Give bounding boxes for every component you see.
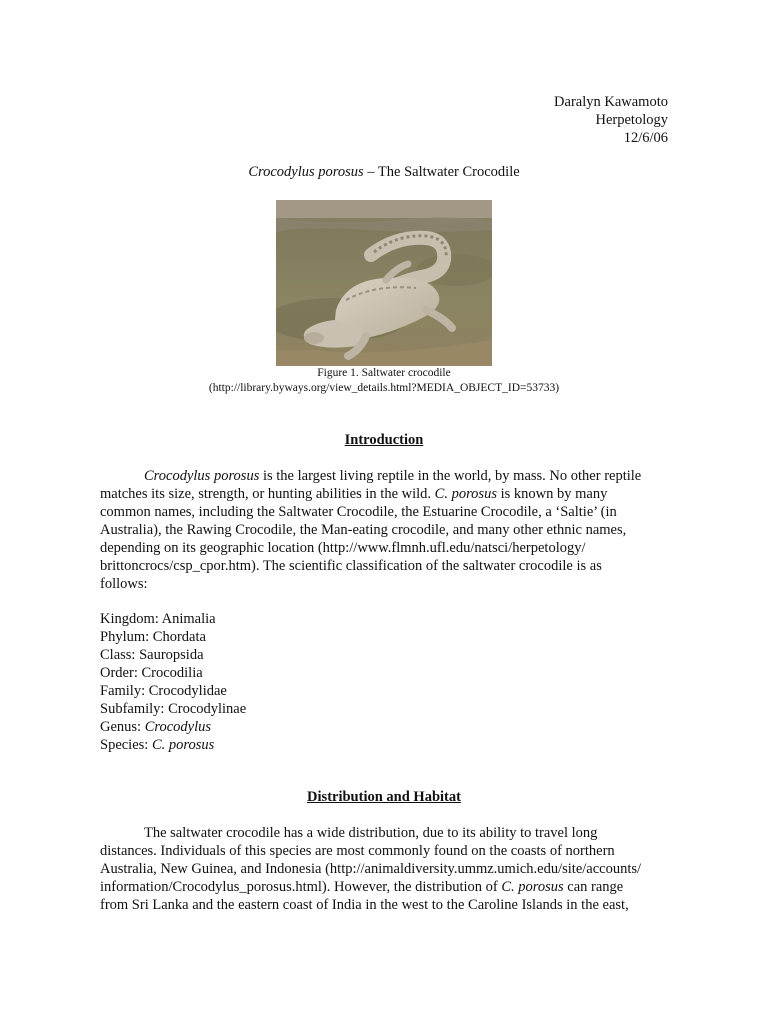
distribution-paragraph <box>100 824 670 914</box>
dist-line-3: Australia, New Guinea, and Indonesia (http://animaldiversity.ummz.umich.edu/site/accounts/ <box>100 861 642 877</box>
intro-line-2-text: matches its size, strength, or hunting abilities in the wild. <box>100 486 435 502</box>
dist-line-4 <box>100 878 670 896</box>
class-subfamily: Subfamily: Crocodylinae <box>100 701 247 717</box>
intro-line-2 <box>100 485 670 503</box>
introduction-heading: Introduction <box>344 432 424 448</box>
caption-text: Figure 1. Saltwater crocodile <box>317 367 451 379</box>
figure-caption <box>0 366 768 396</box>
distribution-heading: Distribution and Habitat <box>307 789 461 805</box>
class-order: Order: Crocodilia <box>100 665 203 681</box>
crocodile-photo <box>276 200 492 366</box>
introduction-paragraph <box>100 467 670 593</box>
dist-line-4-end: can range <box>563 879 624 895</box>
author-name: Daralyn Kawamoto <box>554 94 668 110</box>
dist-line-1: The saltwater crocodile has a wide distribution, due to its ability to travel long <box>144 825 598 841</box>
classification-list <box>100 610 246 754</box>
class-genus <box>100 718 246 736</box>
class-kingdom: Kingdom: Animalia <box>100 611 216 627</box>
document-date: 12/6/06 <box>623 130 668 146</box>
class-phylum: Phylum: Chordata <box>100 629 206 645</box>
caption-source: (http://library.byways.org/view_details.html?MEDIA_OBJECT_ID=53733) <box>208 382 560 394</box>
intro-line-4: Australia), the Rawing Crocodile, the Man-eating crocodile, and many other ethnic names, <box>100 522 627 538</box>
title-species: Crocodylus porosus <box>248 164 364 180</box>
species-value: C. porosus <box>151 737 215 753</box>
dist-line-5: from Sri Lanka and the eastern coast of India in the west to the Caroline Islands in the east, <box>100 897 629 913</box>
intro-line-2-species: C. porosus <box>434 486 497 502</box>
document-title <box>0 164 768 181</box>
title-rest: – The Saltwater Crocodile <box>363 164 520 180</box>
header-block <box>554 93 668 147</box>
class-family: Family: Crocodylidae <box>100 683 227 699</box>
intro-line-6: brittoncrocs/csp_cpor.htm). The scientific classification of the saltwater crocodile is as <box>100 558 602 574</box>
intro-line-1-text: is the largest living reptile in the world, by mass. No other reptile <box>259 468 642 484</box>
class-class: Class: Sauropsida <box>100 647 204 663</box>
class-species <box>100 736 246 754</box>
course-name: Herpetology <box>595 112 668 128</box>
intro-species: Crocodylus porosus <box>144 468 260 484</box>
species-label: Species: <box>100 737 152 753</box>
dist-line-4-species: C. porosus <box>501 879 564 895</box>
genus-label: Genus: <box>100 719 145 735</box>
intro-line-5: depending on its geographic location (http://www.flmnh.ufl.edu/natsci/herpetology/ <box>100 540 586 556</box>
dist-line-4-text: information/Crocodylus_porosus.html). However, the distribution of <box>100 879 502 895</box>
genus-value: Crocodylus <box>144 719 212 735</box>
intro-line-3: common names, including the Saltwater Crocodile, the Estuarine Crocodile, a ‘Saltie’ (in <box>100 504 617 520</box>
intro-line-1 <box>100 467 670 485</box>
intro-line-2-end: is known by many <box>496 486 608 502</box>
dist-line-2: distances. Individuals of this species are most commonly found on the coasts of northern <box>100 843 615 859</box>
intro-line-7: follows: <box>100 576 148 592</box>
